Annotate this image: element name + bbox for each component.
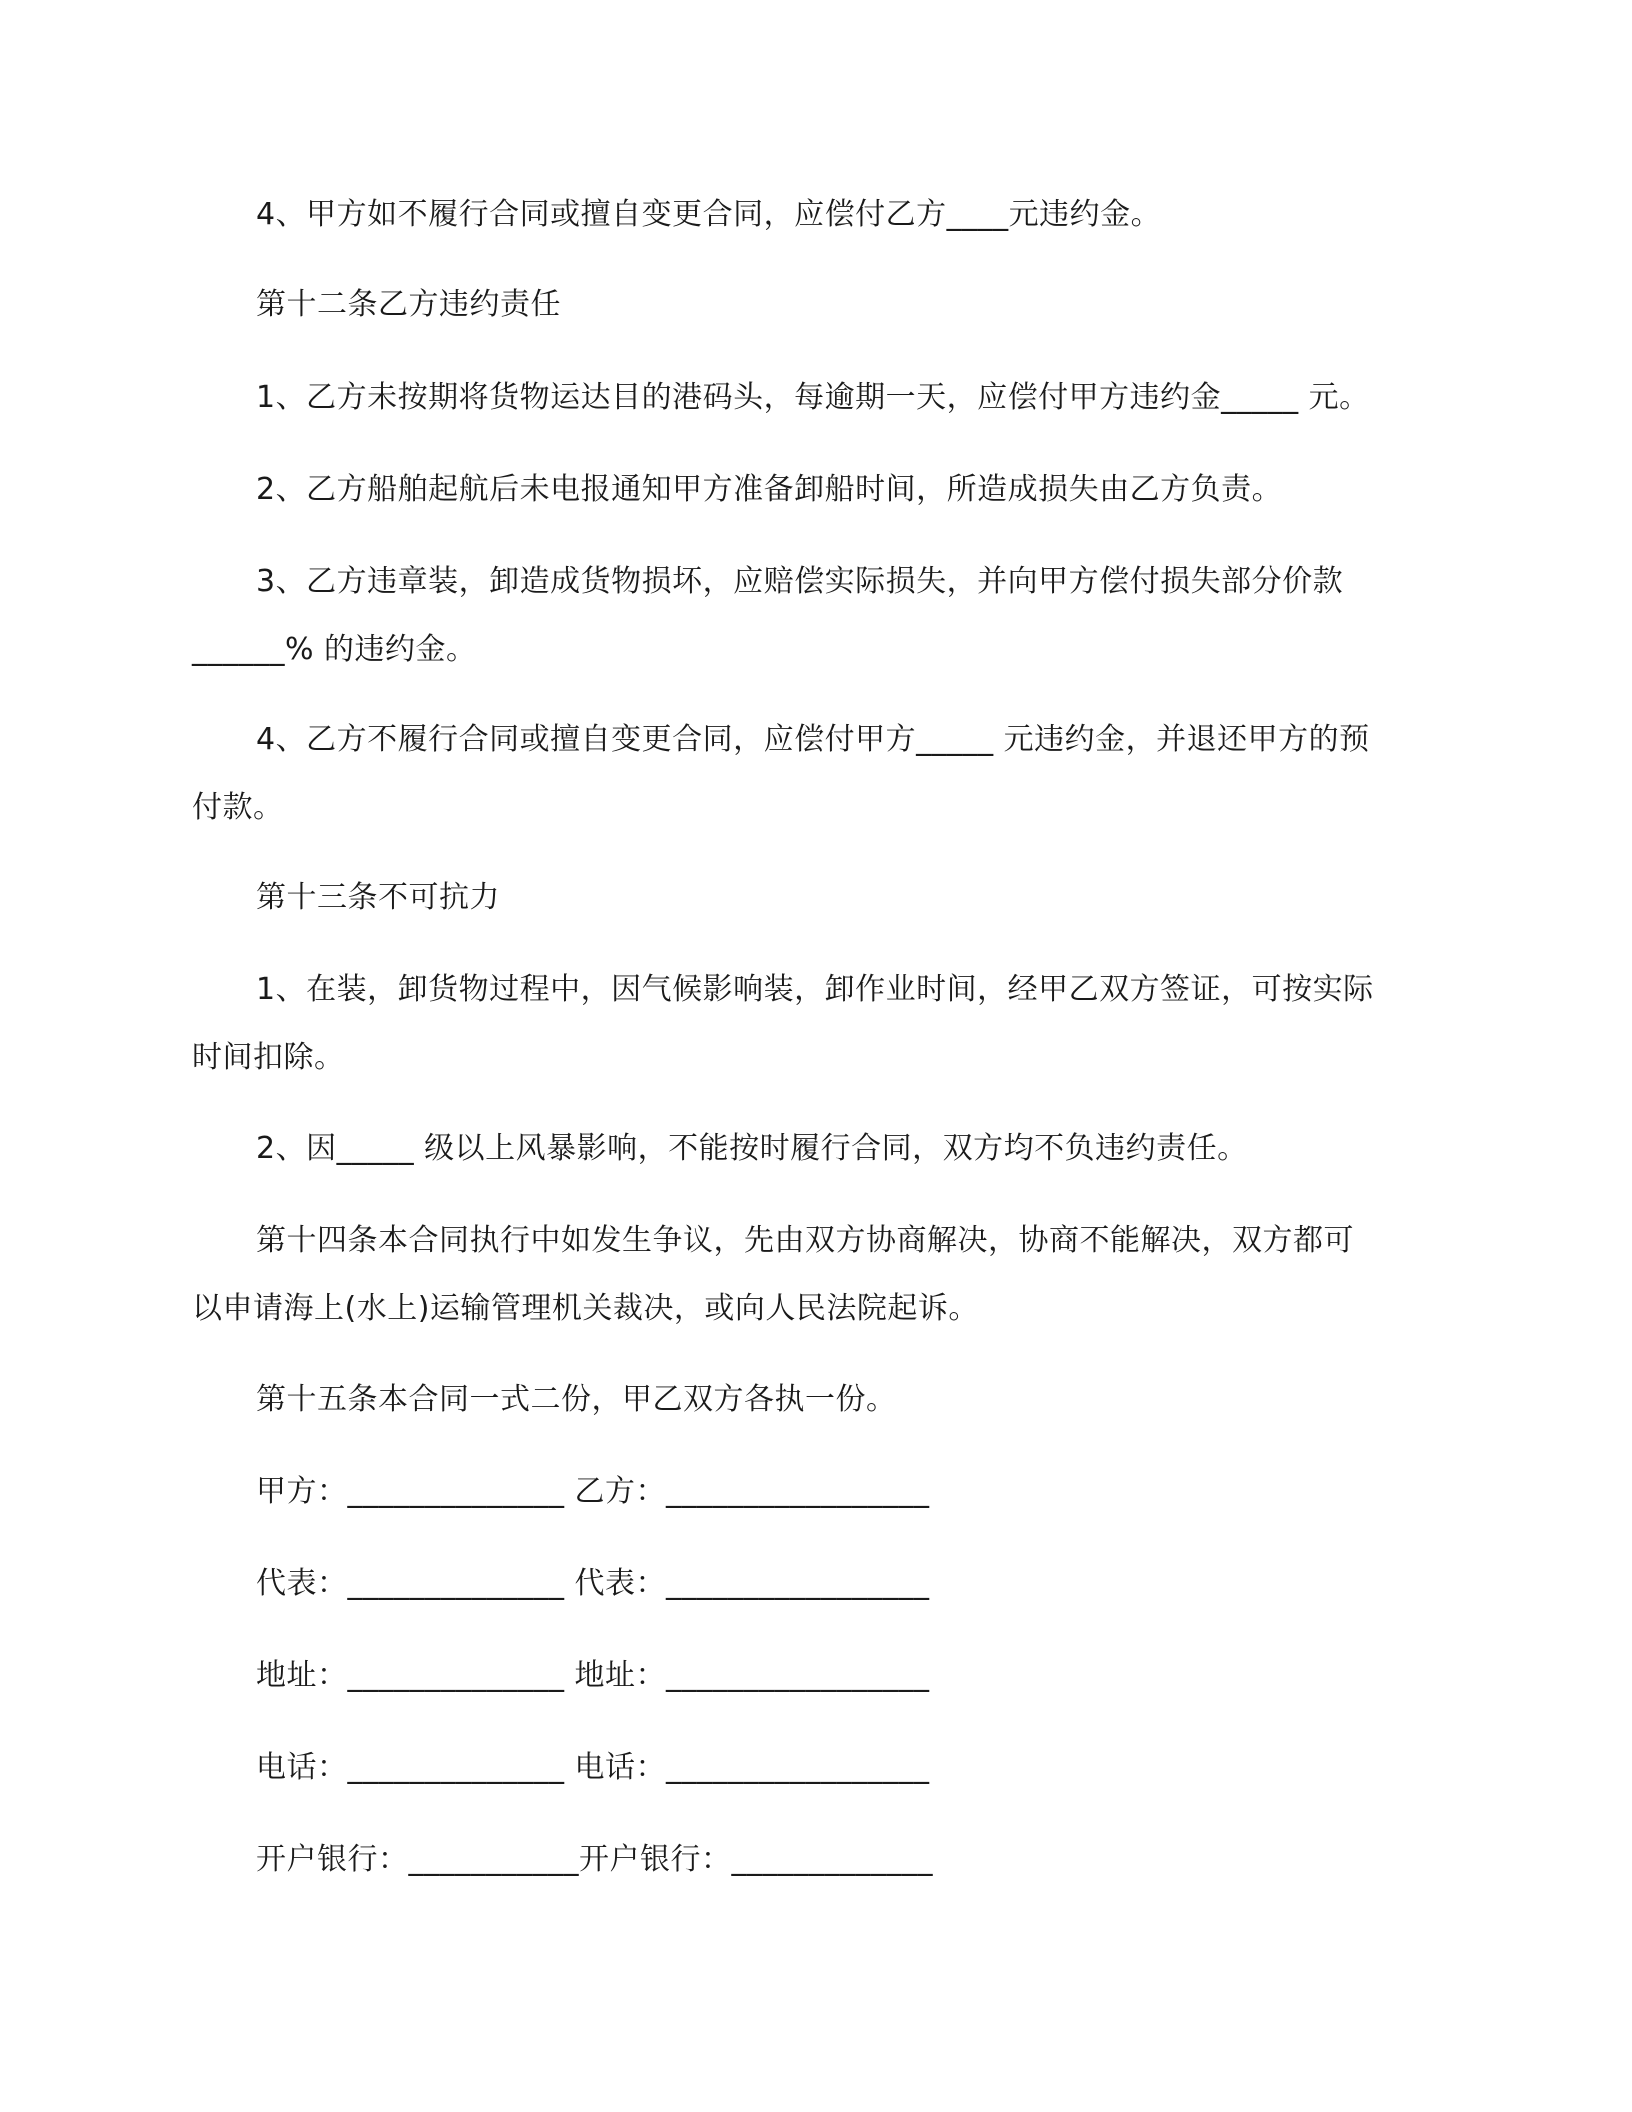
clause-12-item-2: 2、乙方船舶起航后未电报通知甲方准备卸船时间，所造成损失由乙方负责。 (256, 472, 1283, 507)
clause-12-item-1: 1、乙方未按期将货物运达目的港码头，每逾期一天，应偿付甲方违约金_____ 元。 (256, 380, 1370, 415)
article-15: 第十五条本合同一式二份，甲乙双方各执一份。 (256, 1382, 897, 1417)
clause-12-item-4-line-1: 4、乙方不履行合同或擅自变更合同，应偿付甲方_____ 元违约金，并退还甲方的预 (256, 722, 1370, 757)
article-14-line-1: 第十四条本合同执行中如发生争议，先由双方协商解决，协商不能解决，双方都可 (256, 1223, 1354, 1258)
clause-13-item-2: 2、因_____ 级以上风暴影响，不能按时履行合同，双方均不负违约责任。 (256, 1131, 1248, 1166)
article-13-heading: 第十三条不可抗力 (256, 880, 500, 915)
clause-13-item-1-line-1: 1、在装，卸货物过程中，因气候影响装，卸作业时间，经甲乙双方签证，可按实际 (256, 972, 1374, 1007)
signature-phone-row: 电话：______________ 电话：_________________ (256, 1750, 930, 1785)
clause-13-item-1-line-2: 时间扣除。 (192, 1040, 345, 1075)
signature-address-row: 地址：______________ 地址：_________________ (256, 1658, 930, 1693)
clause-11-item-4: 4、甲方如不履行合同或擅自变更合同，应偿付乙方____元违约金。 (256, 197, 1162, 232)
clause-12-item-3-line-1: 3、乙方违章装，卸造成货物损坏，应赔偿实际损失，并向甲方偿付损失部分价款 (256, 564, 1344, 599)
article-12-heading: 第十二条乙方违约责任 (256, 287, 561, 322)
signature-representative-row: 代表：______________ 代表：_________________ (256, 1566, 930, 1601)
clause-12-item-4-line-2: 付款。 (192, 790, 284, 825)
signature-party-row: 甲方：______________ 乙方：_________________ (256, 1474, 930, 1509)
signature-bank-row: 开户银行：___________开户银行：_____________ (256, 1842, 933, 1877)
article-14-line-2: 以申请海上(水上)运输管理机关裁决，或向人民法院起诉。 (192, 1291, 979, 1326)
clause-12-item-3-line-2: ______% 的违约金。 (192, 632, 477, 667)
